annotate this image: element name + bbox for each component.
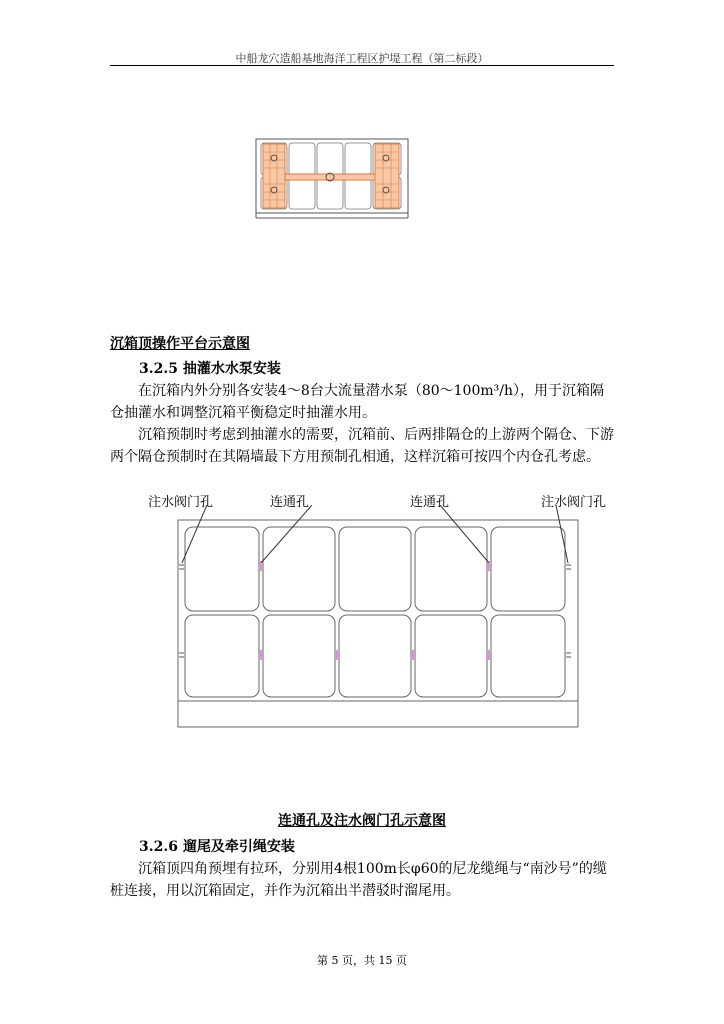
connection-holes-diagram: [170, 505, 590, 730]
paragraph: 沉箱顶四角预埋有拉环，分别用4根100m长φ60的尼龙缆绳与“南沙号”的缆桩连接，用以沉箱固定，并作为沉箱出半潜驳时溜尾用。: [110, 861, 607, 899]
figure2-caption-text: 连通孔及注水阀门孔示意图: [278, 813, 446, 829]
section-title: 遛尾及牵引绳安装: [182, 839, 295, 855]
header-rule: [110, 65, 614, 66]
platform-diagram: [255, 138, 410, 220]
paragraph: 在沉箱内外分别各安装4～8台大流量潜水泵（80～100m³/h），用于沉箱隔仓抽灌水和调整沉箱平衡稳定时抽灌水用。: [110, 383, 604, 421]
paragraph: 沉箱预制时考虑到抽灌水的需要，沉箱前、后两排隔仓的上游两个隔仓、下游两个隔仓预制时在其隔墙最下方用预制孔相通，这样沉箱可按四个内仓孔考虑。: [110, 427, 614, 465]
section-3-2-6-heading: [139, 836, 295, 856]
page-header: 中船龙穴造船基地海洋工程区护堤工程（第二标段）: [235, 52, 489, 65]
figure2-caption: [0, 810, 724, 830]
label-valve-hole-right: 注水阀门孔: [541, 495, 607, 510]
label-conn-hole-left: 连通孔: [270, 495, 310, 510]
page-footer: 第 5 页，共 15 页: [317, 954, 407, 967]
label-conn-hole-right: 连通孔: [410, 495, 450, 510]
section-title: 抽灌水水泵安装: [182, 361, 281, 377]
label-valve-hole-left: 注水阀门孔: [148, 495, 214, 510]
section-number: 3.2.5: [139, 361, 178, 377]
figure1-caption: 沉箱顶操作平台示意图: [110, 336, 250, 352]
section-3-2-5-heading: [139, 358, 281, 378]
section-number: 3.2.6: [139, 839, 178, 855]
